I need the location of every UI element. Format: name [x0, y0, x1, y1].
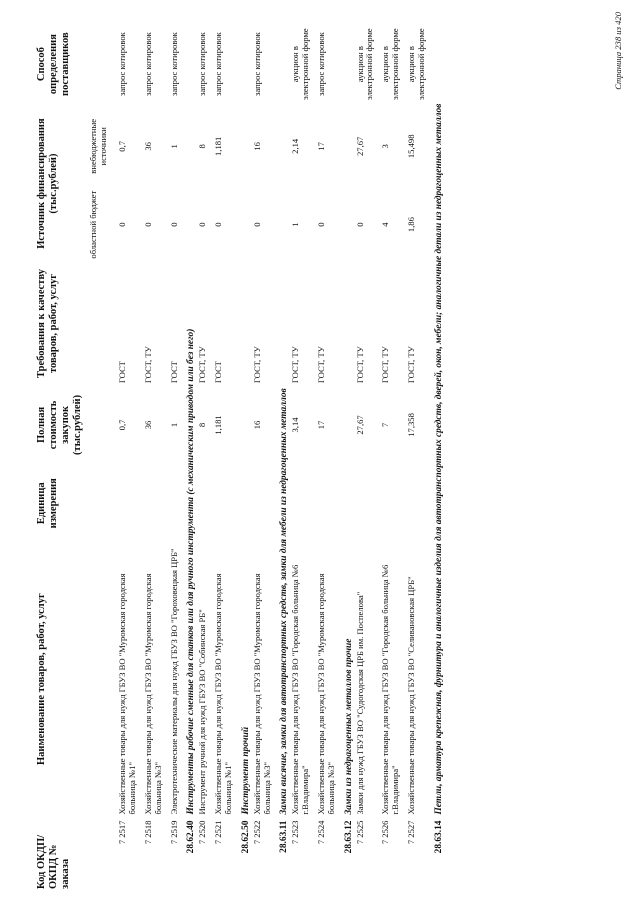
header-code: Код ОКДП/ ОКПД № заказа — [36, 834, 72, 889]
table-row — [355, 23, 381, 891]
row-name: Хозяйственные товары для нужд ГБУЗ ВО "Муромская городская больница №3" — [251, 573, 272, 815]
row-cost: 8 — [197, 422, 208, 428]
subhead-spacer — [88, 262, 117, 385]
row-code: 7 2527 — [406, 820, 416, 845]
row-name: Хозяйственные товары для нужд ГБУЗ ВО "Муромская городская больница №3" — [142, 573, 163, 815]
header-financing: Источник финансирования (тыс.рублей) — [36, 118, 60, 249]
row-method: запрос котировок — [117, 32, 127, 97]
row-financing-regional: 0 — [213, 222, 224, 227]
row-requirements: ГОСТ, ТУ — [251, 346, 262, 384]
section-code: 28.63.12 — [343, 820, 354, 854]
header-financing-extra: внебюджетные источники — [88, 118, 109, 174]
row-financing-extra: 27,67 — [354, 136, 365, 156]
row-requirements: ГОСТ, ТУ — [142, 346, 153, 384]
row-financing-regional: 1 — [290, 222, 301, 227]
section-row — [239, 23, 252, 891]
header-cost: Полная стоимость закупок (тыс.рублей) — [36, 394, 84, 455]
table-row — [117, 23, 143, 891]
row-method: аукцион в электронной форме — [406, 28, 426, 100]
row-name: Замки для нужд ГБУЗ ВО "Судогодская ЦРБ им. Поспелова" — [354, 591, 365, 815]
section-row — [342, 23, 355, 891]
row-name: Хозяйственные товары для нужд ГБУЗ ВО "Городская больница №6 г.Владимира" — [380, 564, 401, 815]
row-financing-regional: 0 — [251, 222, 262, 227]
row-unit — [197, 465, 213, 542]
header-financing-regional: областной бюджет — [88, 190, 99, 259]
row-method: запрос котировок — [315, 32, 326, 97]
section-code: 28.62.40 — [186, 820, 197, 854]
row-financing-regional: 0 — [142, 222, 153, 227]
row-requirements: ГОСТ — [168, 361, 179, 384]
table-row — [169, 23, 185, 891]
row-unit — [252, 465, 278, 542]
row-method: запрос котировок — [251, 32, 262, 97]
header-name: Наименование товаров, работ, услуг — [36, 593, 47, 766]
row-requirements: ГОСТ, ТУ — [315, 346, 326, 384]
section-row — [184, 23, 197, 891]
row-method: аукцион в электронной форме — [380, 28, 401, 100]
row-name: Электротехнические материалы для нужд ГБУЗ ВО "Гороховецкая ЦРБ" — [168, 548, 179, 815]
row-financing-extra: 36 — [142, 142, 153, 151]
row-unit — [143, 465, 169, 542]
row-code: 7 2523 — [290, 820, 301, 845]
row-unit — [213, 465, 239, 542]
row-code: 7 2526 — [380, 820, 391, 845]
row-financing-regional: 0 — [168, 222, 179, 227]
row-unit — [355, 465, 381, 542]
row-cost: 3,14 — [290, 417, 301, 433]
row-financing-regional: 0 — [197, 222, 208, 227]
section-title: Петли, арматура крепежная, фурнитура и аналогичные изделия для автотранспортных средств, дверей, окон, мебели; аналогичные детали из недрагоценных металлов — [433, 103, 444, 815]
row-code: 7 2521 — [213, 820, 224, 845]
row-name: Хозяйственные товары для нужд ГБУЗ ВО "Муромская городская больница №1" — [117, 573, 137, 815]
row-financing-extra: 8 — [197, 144, 208, 149]
row-financing-regional: 0 — [354, 222, 365, 227]
row-code: 7 2522 — [251, 820, 262, 845]
row-cost: 27,67 — [354, 415, 365, 435]
row-financing-regional: 1,86 — [406, 217, 416, 233]
table-row — [406, 23, 432, 891]
row-name: Хозяйственные товары для нужд ГБУЗ ВО "Городская больница №6 г.Владимира" — [290, 564, 311, 815]
row-requirements: ГОСТ, ТУ — [406, 346, 416, 384]
row-financing-regional: 4 — [380, 222, 391, 227]
row-cost: 36 — [142, 420, 153, 430]
subhead-spacer — [88, 465, 117, 542]
row-unit — [380, 465, 406, 542]
header-requirements: Требования к качеству товаров, работ, услуг — [36, 268, 60, 378]
table-row — [290, 23, 316, 891]
row-code: 7 2518 — [142, 820, 153, 845]
table-row — [143, 23, 169, 891]
row-requirements: ГОСТ — [117, 361, 127, 384]
row-unit — [316, 465, 342, 542]
row-name: Хозяйственные товары для нужд ГБУЗ ВО "Селивановская ЦРБ" — [406, 576, 416, 815]
section-code: 28.63.14 — [433, 820, 444, 854]
subhead-spacer — [88, 23, 117, 105]
row-method: запрос котировок — [197, 32, 208, 97]
row-code: 7 2525 — [354, 820, 365, 845]
row-cost: 17,358 — [406, 413, 416, 437]
row-unit — [406, 465, 432, 542]
section-title: Замки висячие, замки для автотранспортных средств, замки для мебели из недрагоценных металлов — [279, 388, 290, 815]
subhead-spacer — [88, 542, 117, 817]
row-financing-extra: 3 — [380, 144, 391, 149]
section-row — [277, 23, 290, 891]
subhead-spacer — [88, 817, 117, 891]
row-financing-extra: 2,14 — [290, 138, 301, 154]
row-requirements: ГОСТ, ТУ — [380, 346, 391, 384]
row-method: запрос котировок — [142, 32, 153, 97]
table-row — [380, 23, 406, 891]
row-code: 7 2524 — [315, 820, 326, 845]
row-method: запрос котировок — [213, 32, 224, 97]
table-body — [117, 23, 445, 891]
row-unit — [117, 465, 143, 542]
row-unit — [169, 465, 185, 542]
section-code: 28.63.11 — [279, 820, 290, 853]
row-financing-regional: 0 — [117, 222, 127, 227]
row-financing-extra: 15,498 — [406, 134, 416, 159]
header-unit: Единица измерения — [36, 478, 60, 529]
row-requirements: ГОСТ, ТУ — [354, 346, 365, 384]
section-title: Инструменты рабочие сменные для станков или для ручного инструмента (с механическим приводом или без него) — [186, 328, 197, 815]
row-method: аукцион в электронной форме — [290, 28, 311, 100]
section-code: 28.62.50 — [240, 820, 251, 854]
row-code: 7 2519 — [168, 820, 179, 845]
row-cost: 1 — [168, 422, 179, 428]
table-row — [316, 23, 342, 891]
section-row — [432, 23, 445, 891]
table-row — [197, 23, 213, 891]
procurement-table — [36, 23, 445, 891]
row-name: Инструмент ручной для нужд ГБУЗ ВО "Собинская РБ" — [197, 609, 208, 815]
row-cost: 1,181 — [213, 415, 224, 435]
row-code: 7 2517 — [117, 820, 127, 845]
row-financing-regional: 0 — [315, 222, 326, 227]
row-name: Хозяйственные товары для нужд ГБУЗ ВО "Муромская городская больница №3" — [315, 573, 336, 815]
row-code: 7 2520 — [197, 820, 208, 845]
row-financing-extra: 1,181 — [213, 136, 224, 156]
header-row — [36, 23, 88, 891]
table-row — [252, 23, 278, 891]
subhead-spacer — [88, 385, 117, 465]
section-title: Инструмент прочий — [240, 726, 251, 815]
row-requirements: ГОСТ, ТУ — [197, 346, 208, 384]
header-subrow — [88, 23, 117, 891]
row-requirements: ГОСТ, ТУ — [290, 346, 301, 384]
row-unit — [290, 465, 316, 542]
section-title: Замки из недрагоценных металлов прочие — [343, 638, 354, 815]
row-financing-extra: 0,7 — [117, 140, 127, 152]
row-requirements: ГОСТ — [213, 361, 224, 384]
row-cost: 16 — [251, 420, 262, 430]
row-method: запрос котировок — [168, 32, 179, 97]
table-row — [213, 23, 239, 891]
page-number: Страница 238 из 420 — [613, 12, 624, 90]
row-financing-extra: 1 — [168, 144, 179, 149]
row-cost: 17 — [315, 420, 326, 430]
header-method: Способ определения поставщиков — [36, 32, 72, 96]
row-cost: 0,7 — [117, 419, 127, 431]
row-financing-extra: 16 — [251, 142, 262, 151]
row-cost: 7 — [380, 422, 391, 428]
row-method: аукцион в электронной форме — [354, 28, 375, 100]
row-name: Хозяйственные товары для нужд ГБУЗ ВО "Муромская городская больница №1" — [213, 573, 233, 815]
row-financing-extra: 17 — [315, 142, 326, 151]
